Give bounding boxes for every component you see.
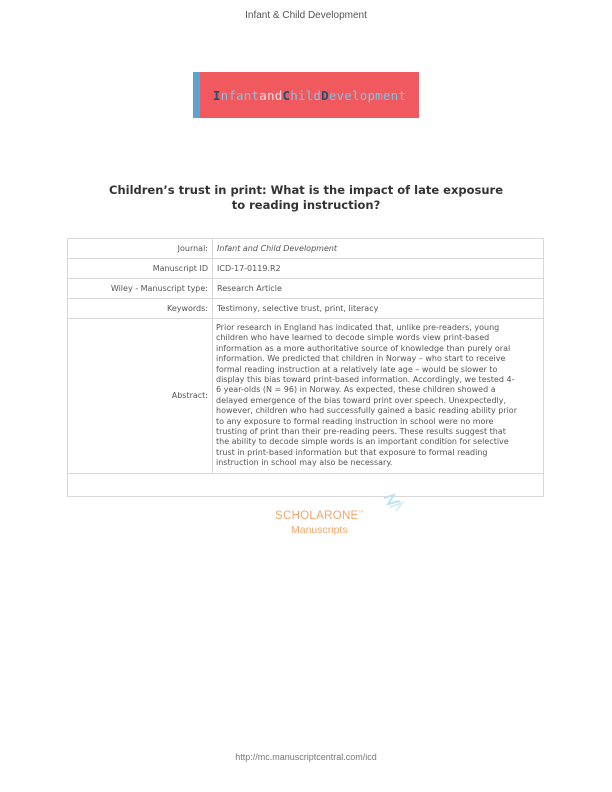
scholarone-logo-icon [380,492,406,514]
abstract-text [213,319,544,474]
journal-value: Infant and Child Development [213,239,544,259]
abstract-line: Prior research in England has indicated that, unlike pre-readers, young [216,323,500,332]
abstract-line: formal reading instruction at a relatively late age – would be slower to [216,364,498,374]
banner-text-part: and [259,87,283,103]
abstract-line: display this bias toward print-based information. Accordingly, we tested 4- [216,375,515,385]
table-row-empty [68,473,544,496]
table-row [68,299,544,319]
table-row [68,279,544,299]
manuscript-type-value: Research Article [213,279,544,299]
abstract-line: instruction in school may also be necessary. [216,458,393,468]
banner-logo-text [200,72,419,118]
scholarone-subtitle: Manuscripts [291,524,348,536]
abstract-line: delayed emergence of the bias toward print over speech. Unexpectedly, [216,395,507,405]
manuscript-id-value: ICD-17-0119.R2 [213,259,544,279]
running-head: Infant & Child Development [245,10,367,21]
abstract-line: trust in print-based information but that exposure to formal reading [216,447,488,457]
abstract-line: however, children who had successfully gained a basic reading ability prior [216,406,517,416]
abstract-line: trusting of print than their pre-reading peers. These results suggest that [216,427,506,437]
banner-text-part: C [282,87,291,103]
scholarone-wordmark [275,510,364,522]
abstract-line: 6 year-olds (N = 96) in Norway. As expected, these children showed a [216,385,496,395]
keywords-label: Keywords: [68,299,213,319]
abstract-line: information. We predicted that children in Norway – who start to receive [216,354,506,364]
banner-text-part: I [212,87,221,103]
manuscript-metadata-table [67,238,544,497]
abstract-line: the ability to decode simple words is an important condition for selective [216,437,509,447]
scholarone-name: SCHOLARONE [275,510,359,522]
empty-cell [68,473,544,496]
banner-stripe [193,72,200,118]
abstract-line: children who have learned to decode simple words view print-based [216,333,490,343]
footer-url: http://mc.manuscriptcentral.com/icd [235,752,377,762]
manuscript-type-label: Wiley - Manuscript type: [68,279,213,299]
journal-banner-logo [193,72,419,118]
table-row [68,259,544,279]
abstract-label: Abstract: [68,319,213,474]
keywords-value: Testimony, selective trust, print, literacy [213,299,544,319]
title-line: Children’s trust in print: What is the impact of late exposure [109,183,503,197]
journal-label: Journal: [68,239,213,259]
banner-text-part: hild [290,87,322,103]
abstract-line: information as a more authoritative source of knowledge than purely oral [216,343,511,353]
banner-text-part: D [321,87,329,103]
paper-title [100,183,512,213]
trademark-symbol: ™ [358,510,364,516]
table-row [68,239,544,259]
table-row [68,319,544,474]
title-line: to reading instruction? [231,198,381,212]
banner-text-part: nfant [220,87,260,103]
abstract-line: to any exposure to formal reading instruction in school were no more [216,416,494,426]
manuscript-id-label: Manuscript ID [68,259,213,279]
banner-text-part: evelopment [328,87,407,103]
